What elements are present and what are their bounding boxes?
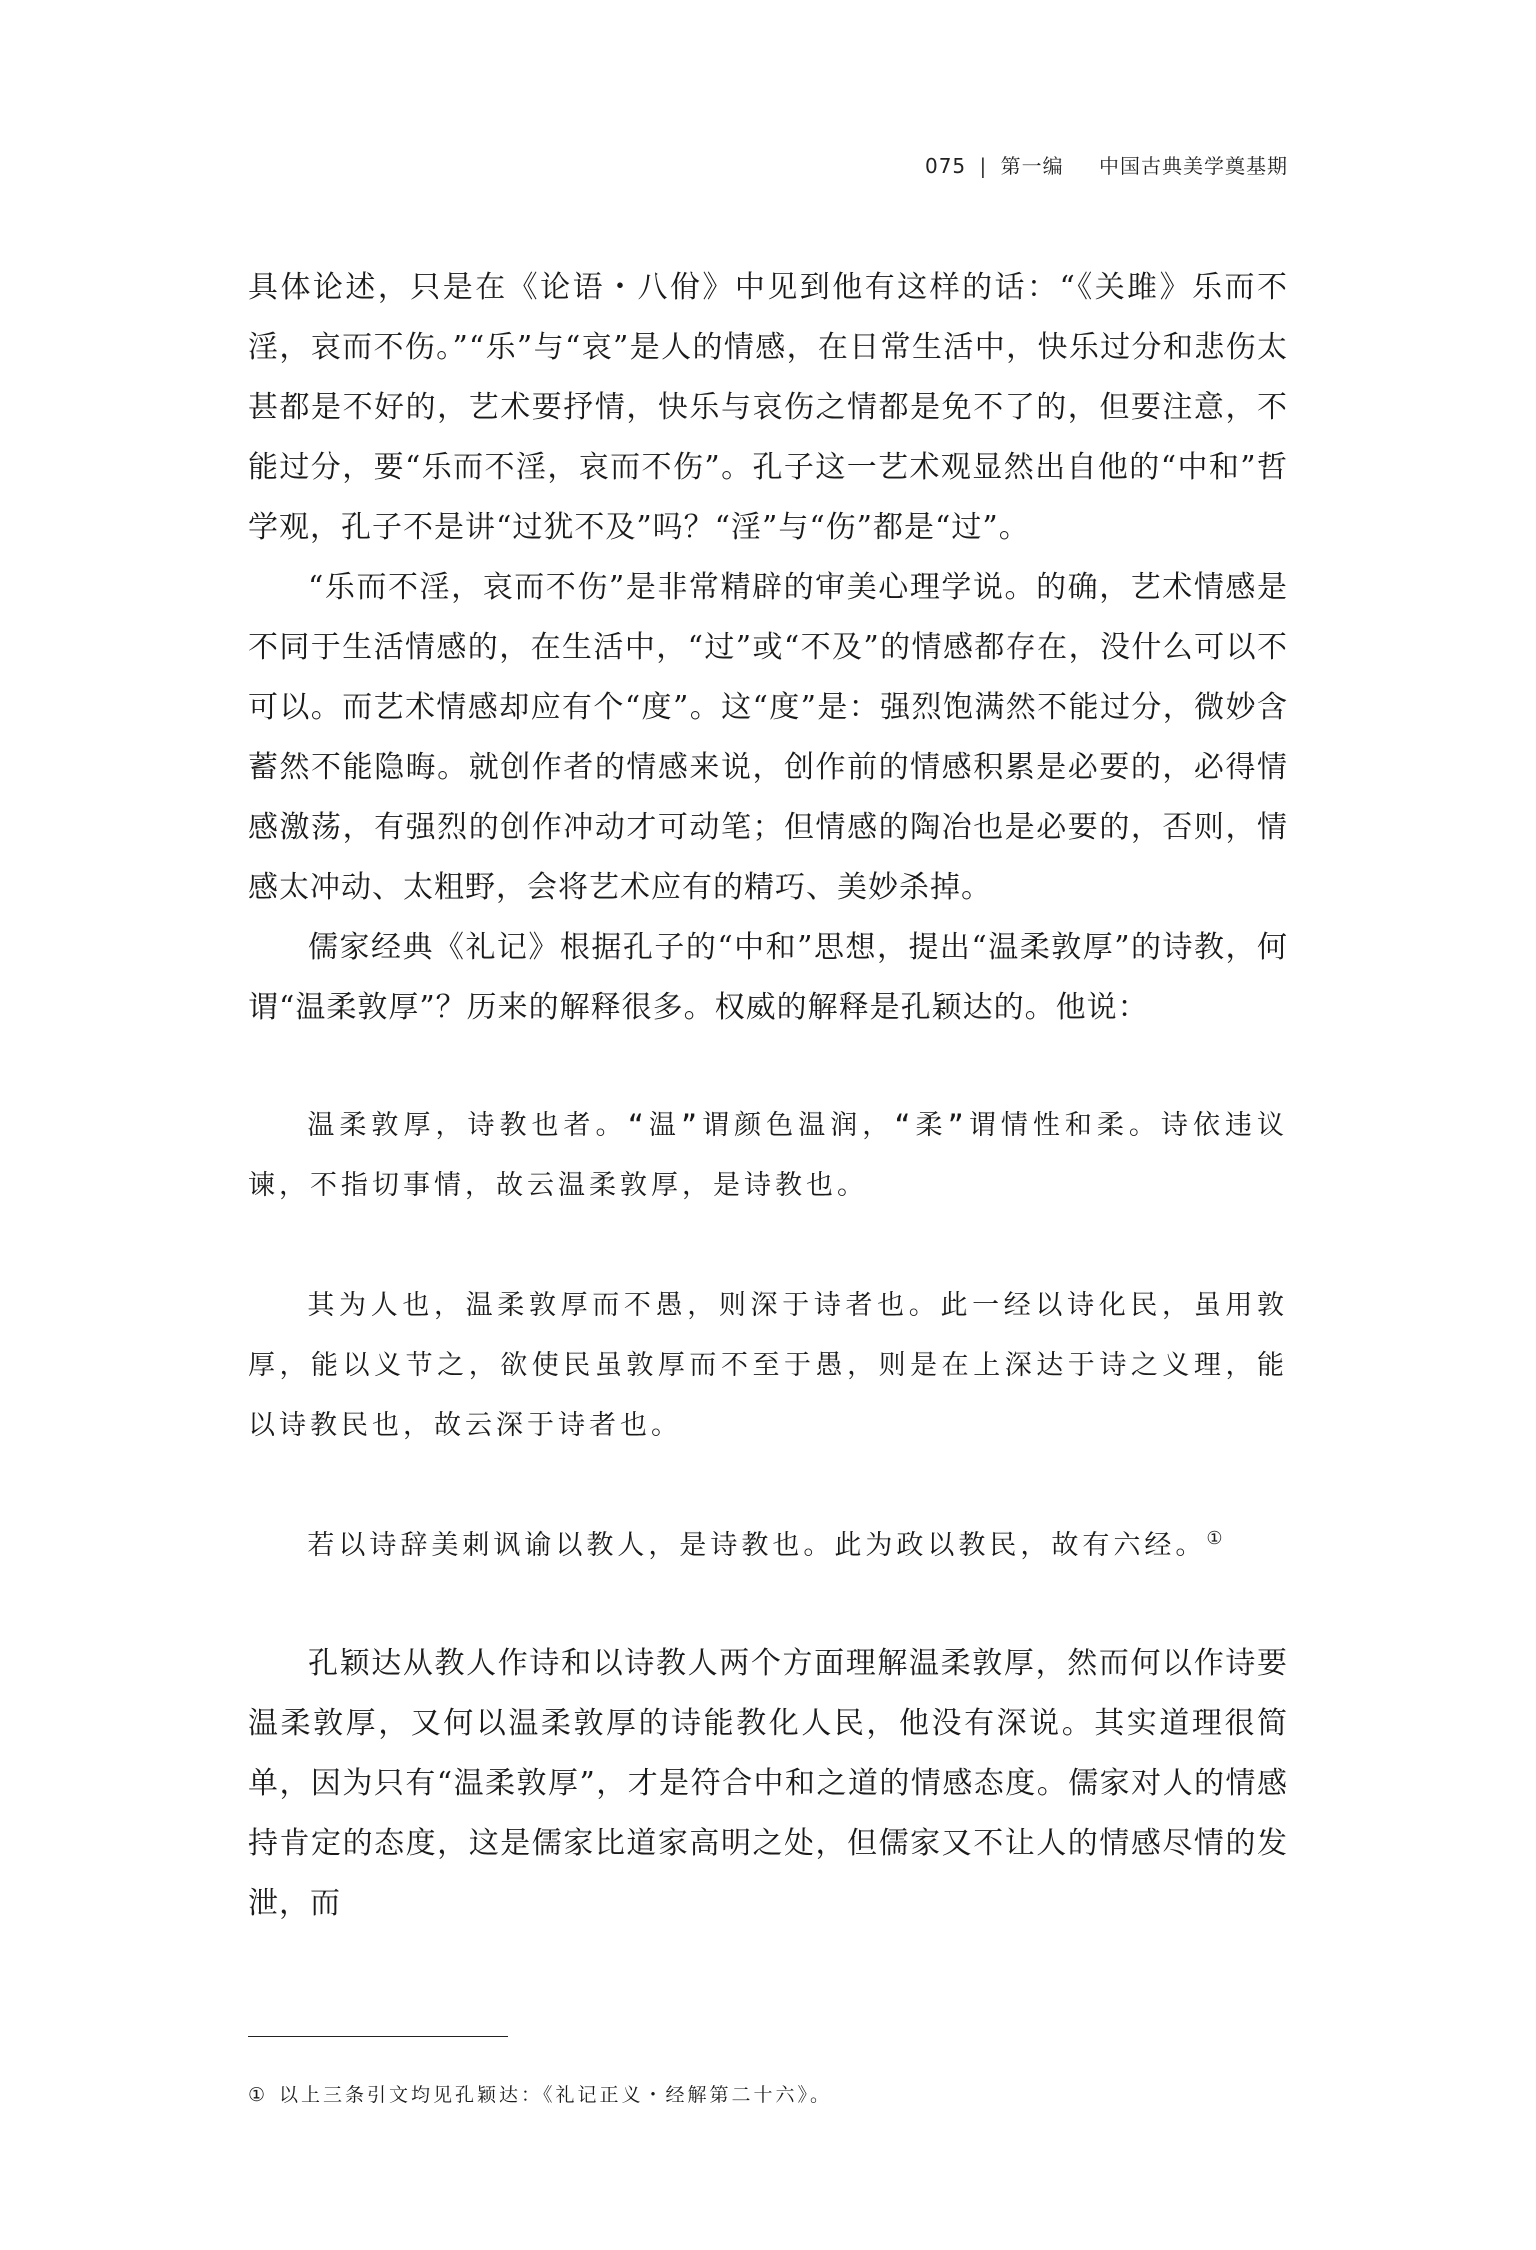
page-number: 075: [924, 154, 967, 178]
page-body: [248, 258, 1288, 1934]
quote-3: [248, 1516, 1288, 1576]
header-separator: |: [979, 154, 988, 178]
running-header: [925, 150, 1288, 179]
quote-2: 其为人也，温柔敦厚而不愚，则深于诗者也。此一经以诗化民，虽用敦厚，能以义节之，欲使民虽敦厚而不至于愚，则是在上深达于诗之义理，能以诗教民也，故云深于诗者也。: [248, 1290, 1288, 1441]
footnote-text: 以上三条引文均见孔颖达：《礼记正义・经解第二十六》。: [279, 2084, 833, 2106]
paragraph-3: 儒家经典《礼记》根据孔子的“中和”思想，提出“温柔敦厚”的诗教，何谓“温柔敦厚”？历来的解释很多。权威的解释是孔颖达的。他说：: [248, 930, 1288, 1025]
footnote-mark: ①: [248, 2084, 266, 2106]
quote-3-text: 若以诗辞美刺讽谕以教人，是诗教也。此为政以教民，故有六经。: [307, 1530, 1207, 1561]
paragraph-2: “乐而不淫，哀而不伤”是非常精辟的审美心理学说。的确，艺术情感是不同于生活情感的，在生活中，“过”或“不及”的情感都存在，没什么可以不可以。而艺术情感却应有个“度”。这“度”是：强烈饱满然不能过分，微妙含蓄然不能隐晦。就创作者的情感来说，创作前的情感积累是必要的，必得情感激荡，有强烈的创作冲动才可动笔；但情感的陶冶也是必要的，否则，情感太冲动、太粗野，会将艺术应有的精巧、美妙杀掉。: [248, 570, 1288, 905]
part-label: 第一编: [1000, 154, 1064, 178]
closing-paragraph: 孔颖达从教人作诗和以诗教人两个方面理解温柔敦厚，然而何以作诗要温柔敦厚，又何以温柔敦厚的诗能教化人民，他没有深说。其实道理很简单，因为只有“温柔敦厚”，才是符合中和之道的情感态度。儒家对人的情感持肯定的态度，这是儒家比道家高明之处，但儒家又不让人的情感尽情的发泄，而: [248, 1646, 1288, 1921]
quote-1: 温柔敦厚，诗教也者。“温”谓颜色温润，“柔”谓情性和柔。诗依违议谏，不指切事情，故云温柔敦厚，是诗教也。: [248, 1110, 1288, 1201]
footnote: [248, 2080, 832, 2107]
chapter-title: 中国古典美学奠基期: [1099, 154, 1288, 178]
footnote-divider: [248, 2036, 508, 2037]
footnote-reference[interactable]: ①: [1206, 1528, 1223, 1549]
paragraph-1: 具体论述，只是在《论语・八佾》中见到他有这样的话：“《关雎》乐而不淫，哀而不伤。”“乐”与“哀”是人的情感，在日常生活中，快乐过分和悲伤太甚都是不好的，艺术要抒情，快乐与哀伤之情都是免不了的，但要注意，不能过分，要“乐而不淫，哀而不伤”。孔子这一艺术观显然出自他的“中和”哲学观，孔子不是讲“过犹不及”吗？“淫”与“伤”都是“过”。: [248, 270, 1288, 545]
